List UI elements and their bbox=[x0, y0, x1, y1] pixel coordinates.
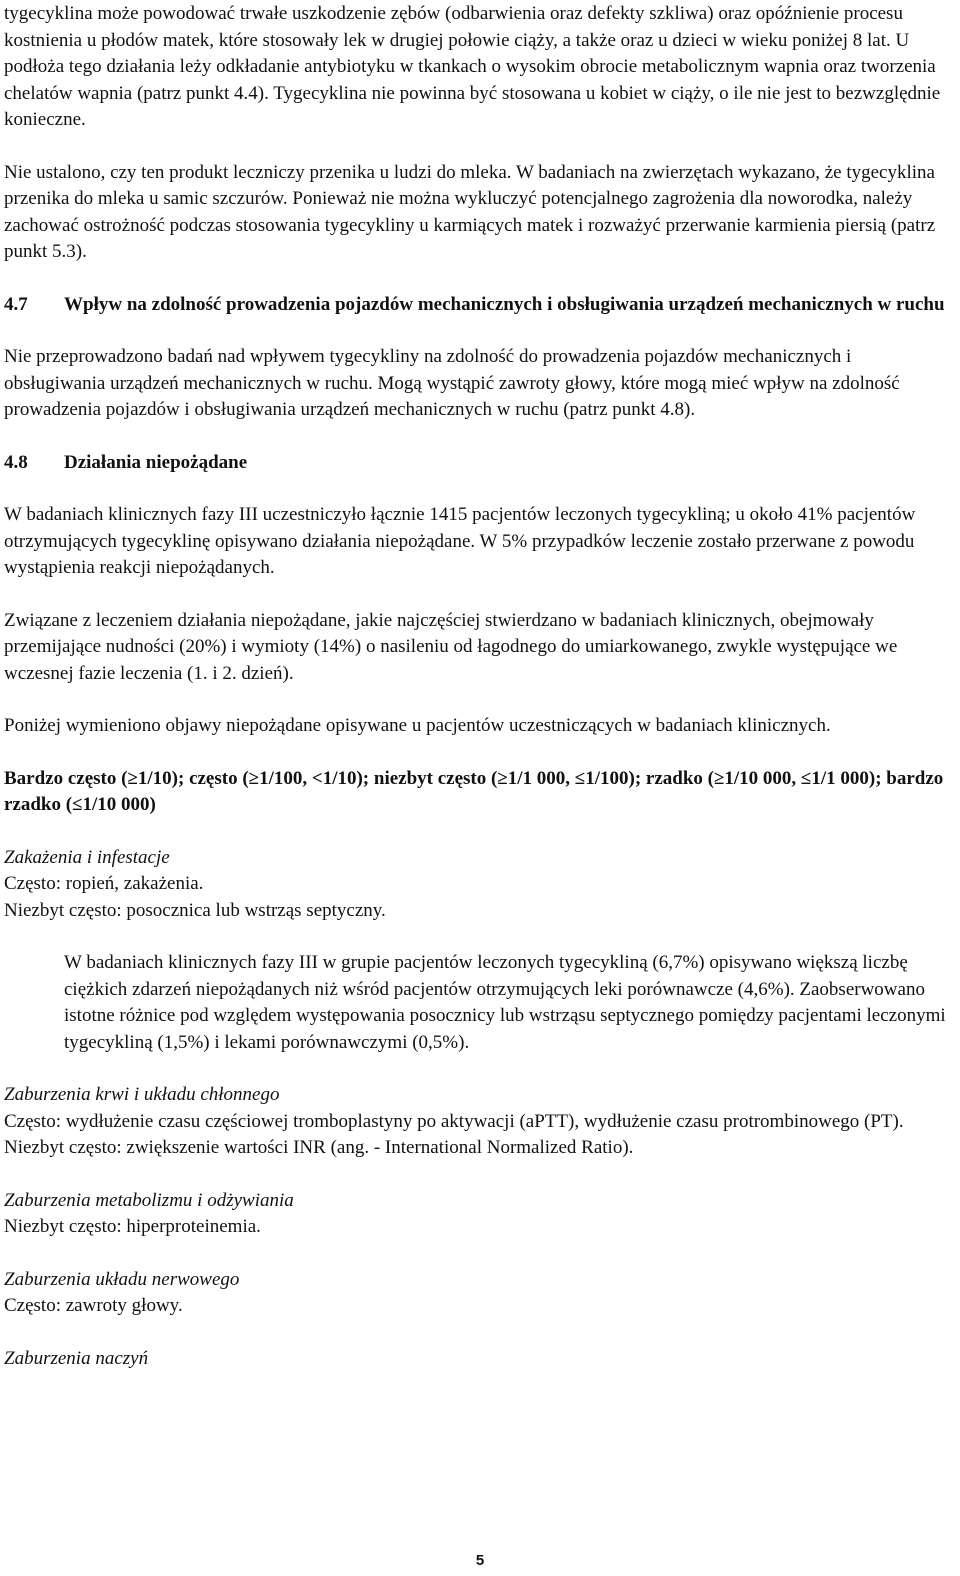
driving-paragraph: Nie przeprowadzono badań nad wpływem tygecykliny na zdolność do prowadzenia pojazdów mechanicznych i obsługiwania urządzeń mechanicznych w ruchu. Mogą wystąpić zawroty głowy, które mogą mieć wpływ na zdolność prowadzenia pojazdów i obsługiwania urządzeń mechanicznych w ruchu (patrz punkt 4.8). bbox=[4, 346, 900, 420]
category-line: Często: zawroty głowy. bbox=[4, 1295, 183, 1316]
category-title-vascular: Zaburzenia naczyń bbox=[4, 1347, 149, 1369]
category-line: Często: ropień, zakażenia. bbox=[4, 873, 204, 894]
page-number: 5 bbox=[475, 1552, 485, 1569]
category-line: Niezbyt często: hiperproteinemia. bbox=[4, 1216, 261, 1237]
adverse-paragraph-3: Poniżej wymieniono objawy niepożądane opisywane u pacjentów uczestniczących w badaniach klinicznych. bbox=[4, 715, 831, 736]
section-number: 4.7 bbox=[4, 293, 28, 315]
frequency-legend: Bardzo często (≥1/10); często (≥1/100, <1/10); niezbyt często (≥1/1 000, ≤1/100); rzadko (≥1/10 000, ≤1/1 000); bardzo rzadko (≤1/10 000) bbox=[4, 767, 944, 815]
section-title: Działania niepożądane bbox=[64, 451, 248, 473]
adverse-paragraph-2: Związane z leczeniem działania niepożądane, jakie najczęściej stwierdzano w badaniach klinicznych, obejmowały przemijające nudności (20%) i wymioty (14%) o nasileniu od łagodnego do umiarkowanego, zwykle występujące we wczesnej fazie leczenia (1. i 2. dzień). bbox=[4, 609, 898, 684]
lactation-paragraph: Nie ustalono, czy ten produkt leczniczy przenika u ludzi do mleka. W badaniach na zwierzętach wykazano, że tygecyklina przenika do mleka u samic szczurów. Ponieważ nie można wykluczyć potencjalnego zagrożenia dla noworodka, należy zachować ostrożność podczas stosowania tygecykliny u karmiących matek i rozważyć przerwanie karmienia piersią (patrz punkt 5.3). bbox=[4, 161, 936, 262]
section-4-8-heading bbox=[4, 450, 956, 477]
section-4-7-heading bbox=[4, 292, 956, 319]
category-title-metabolism: Zaburzenia metabolizmu i odżywiania bbox=[4, 1189, 294, 1211]
document-body bbox=[4, 1, 956, 1372]
category-title-blood: Zaburzenia krwi i układu chłonnego bbox=[4, 1084, 280, 1105]
category-title-nervous: Zaburzenia układu nerwowego bbox=[4, 1268, 240, 1290]
section-number: 4.8 bbox=[4, 451, 28, 473]
category-line: Niezbyt często: zwiększenie wartości INR (ang. - International Normalized Ratio). bbox=[4, 1137, 634, 1158]
section-title: Wpływ na zdolność prowadzenia pojazdów mechanicznych i obsługiwania urządzeń mechanicznych w ruchu bbox=[64, 293, 945, 315]
pregnancy-paragraph: tygecyklina może powodować trwałe uszkodzenie zębów (odbarwienia oraz defekty szkliwa) oraz opóźnienie procesu kostnienia u płodów matek, które stosowały lek w drugiej połowie ciąży, a także oraz u dzieci w wieku poniżej 8 lat. U podłoża tego działania leży odkładanie antybiotyku w tkankach o wysokim obrocie metabolicznym wapnia oraz tworzenia chelatów wapnia (patrz punkt 4.4). Tygecyklina nie powinna być stosowana u kobiet w ciąży, o ile nie jest to bezwzględnie konieczne. bbox=[4, 3, 941, 130]
infections-note: W badaniach klinicznych fazy III w grupie pacjentów leczonych tygecykliną (6,7%) opisywano większą liczbę ciężkich zdarzeń niepożądanych niż wśród pacjentów otrzymujących leki porównawcze (4,6%). Zaobserwowano istotne różnice pod względem występowania posocznicy lub wstrząsu septycznego pomiędzy pacjentami leczonymi tygecykliną (1,5%) i lekami porównawczymi (0,5%). bbox=[64, 952, 946, 1053]
adverse-paragraph-1: W badaniach klinicznych fazy III uczestniczyło łącznie 1415 pacjentów leczonych tygecykliną; u około 41% pacjentów otrzymujących tygecyklinę opisywano działania niepożądane. W 5% przypadków leczenie zostało przerwane z powodu wystąpienia reakcji niepożądanych. bbox=[4, 504, 916, 578]
category-line: Niezbyt często: posocznica lub wstrząs septyczny. bbox=[4, 899, 386, 921]
category-title-infections: Zakażenia i infestacje bbox=[4, 846, 170, 868]
category-line: Często: wydłużenie czasu częściowej tromboplastyny po aktywacji (aPTT), wydłużenie czasu protrombinowego (PT). bbox=[4, 1110, 904, 1132]
